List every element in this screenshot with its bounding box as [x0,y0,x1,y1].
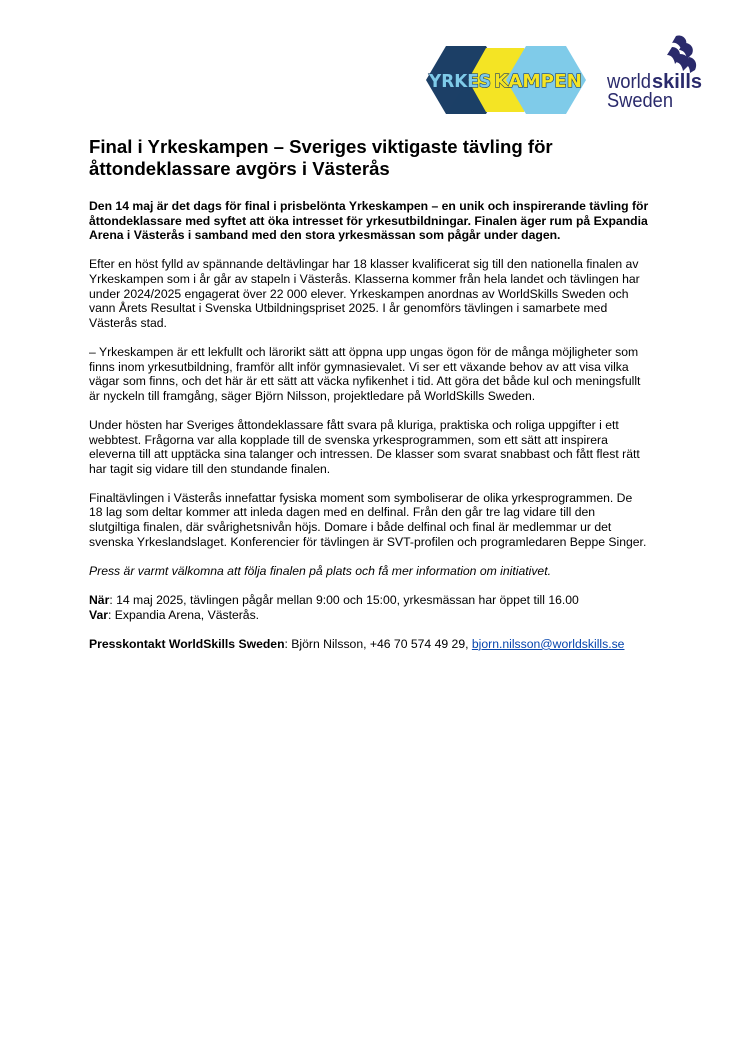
press-invite-paragraph: Press är varmt välkomna att följa finalen på plats och få mer information om initiativet. [89,563,551,578]
press-contact-line [89,637,649,652]
lede-paragraph: Den 14 maj är det dags för final i prisbelönta Yrkeskampen – en unik och inspirerande tävling för åttondeklassare med syftet att öka intresset för yrkesutbildningar. Finalen äger rum på Expandia Arena i Västerås i samband med den stora yrkesmässan som pågår under dagen. [89,199,649,243]
press-release-headline: Final i Yrkeskampen – Sveriges viktigaste tävling för åttondeklassare avgörs i Västerås [89,136,553,179]
worldskills-wordmark-sweden: Sweden [607,90,673,111]
body-paragraph-3: Under hösten har Sveriges åttondeklassare fått svara på kluriga, praktiska och roliga uppgifter i ett webbtest. Frågorna var alla kopplade till de svenska yrkesprogrammen, som ett sätt att inspirera eleverna till att upptäcka sina talanger och intressen. De klasser som svarat snabbast och fått flest rätt har tagit sig vidare till den stundande finalen. [89,417,640,476]
event-where-value: : Expandia Arena, Västerås. [107,607,260,622]
press-contact-value: : Björn Nilsson, +46 70 574 49 29, [284,636,472,651]
event-when-value: : 14 maj 2025, tävlingen pågår mellan 9:00 och 15:00, yrkesmässan har öppet till 16.00 [109,593,579,608]
worldskills-sweden-logo [606,33,706,111]
event-when-label: När [89,593,110,608]
event-where-line [89,608,649,623]
body-paragraph-quote: – Yrkeskampen är ett lekfullt och lärorikt sätt att öppna upp ungas ögon för de många möjligheter som finns inom yrkesutbildning, framför allt inför gymnasievalet. Vi ser ett växande behov av att visa vilka vägar som finns, och det här är ett sätt att väcka nyfikenhet i tid. Att göra det både kul och meningsfullt är nyckeln till framgång, säger Björn Nilsson, projektledare på WorldSkills Sweden. [89,344,641,403]
event-where-label: Var [89,607,108,622]
worldskills-hands-icon [667,36,696,73]
press-contact-email-link[interactable]: bjorn.nilsson@worldskills.se [471,636,625,651]
worldskills-wordmark-skills: skills [652,71,702,93]
event-when-line [89,593,649,608]
yrkeskampen-logo [424,44,586,116]
body-paragraph-1: Efter en höst fylld av spännande deltävlingar har 18 klasser kvalificerat sig till den nationella finalen av Yrkeskampen som i år går av stapeln i Västerås. Klasserna kommer från hela landet och tävlingen har under 2024/2025 engagerat över 22 000 elever. Yrkeskampen anordnas av WorldSkills Sweden och vann Årets Resultat i Svenska Utbildningspriset 2025. I år genomförs tävlingen i samarbete med Västerås stad. [89,257,640,330]
press-contact-label: Presskontakt WorldSkills Sweden [89,636,285,651]
press-release-body [89,199,649,666]
body-paragraph-4: Finaltävlingen i Västerås innefattar fysiska moment som symboliserar de olika yrkesprogrammen. De 18 lag som deltar kommer att inleda dagen med en delfinal. Från den går tre lag vidare till den slutgiltiga finalen, där svårighetsnivån höjs. Domare i både delfinal och final är medlemmar ur det svenska Yrkeslandslaget. Konferencier för tävlingen är SVT-profilen och programledaren Beppe Singer. [89,490,647,549]
logo-text-kampen: KAMPEN [494,71,582,92]
logo-text-yrkes: YRKES [428,71,491,92]
worldskills-wordmark-world: world [606,71,651,93]
